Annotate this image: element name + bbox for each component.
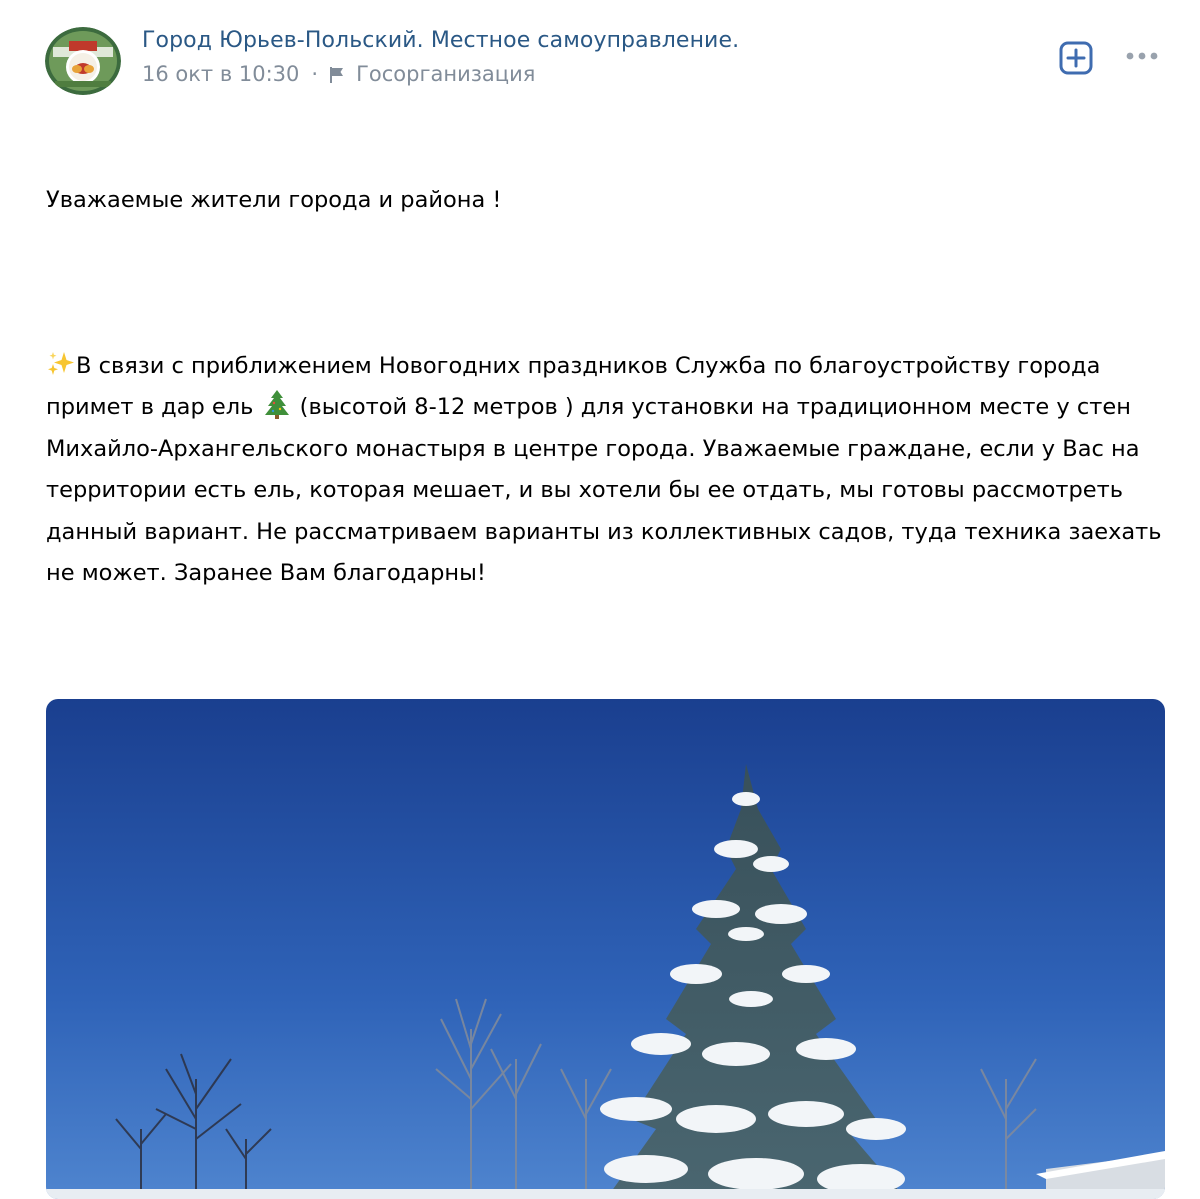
more-dots-icon: [1125, 51, 1159, 61]
greeting-paragraph: Уважаемые жители города и района !: [46, 187, 502, 214]
main-paragraph-part1: В связи с приближением Новогодних праздников Служба по благоустройству города примет в дар ель: [46, 353, 1101, 421]
post-date[interactable]: 16 окт в 10:30: [142, 62, 300, 86]
sparkles-icon: [46, 350, 76, 376]
org-type-label: Госорганизация: [356, 62, 536, 86]
add-square-icon: [1058, 41, 1094, 75]
meta-separator: ·: [311, 62, 319, 86]
flag-icon: [328, 65, 346, 83]
christmas-tree-icon: [261, 388, 293, 420]
main-paragraph-part2: (высотой 8-12 метров ) для установки на традиционном месте у стен Михайло-Архангельского монастыря в центре города. Уважаемые граждане, если у Вас на территории есть ель, которая мешает, и вы хотели бы ее отдать, мы готовы рассмотреть данный вариант. Не рассматриваем варианты из коллективных садов, туда техника заехать не может. Заранее Вам благодарны!: [46, 394, 1162, 587]
community-avatar[interactable]: [45, 27, 121, 95]
main-paragraph: [46, 346, 1171, 594]
author-name-link[interactable]: Город Юрьев-Польский. Местное самоуправление.: [142, 28, 740, 53]
more-options-button[interactable]: [1122, 44, 1162, 68]
post-meta: [142, 62, 535, 86]
post-photo[interactable]: [46, 699, 1165, 1199]
add-to-bookmarks-button[interactable]: [1056, 40, 1096, 76]
